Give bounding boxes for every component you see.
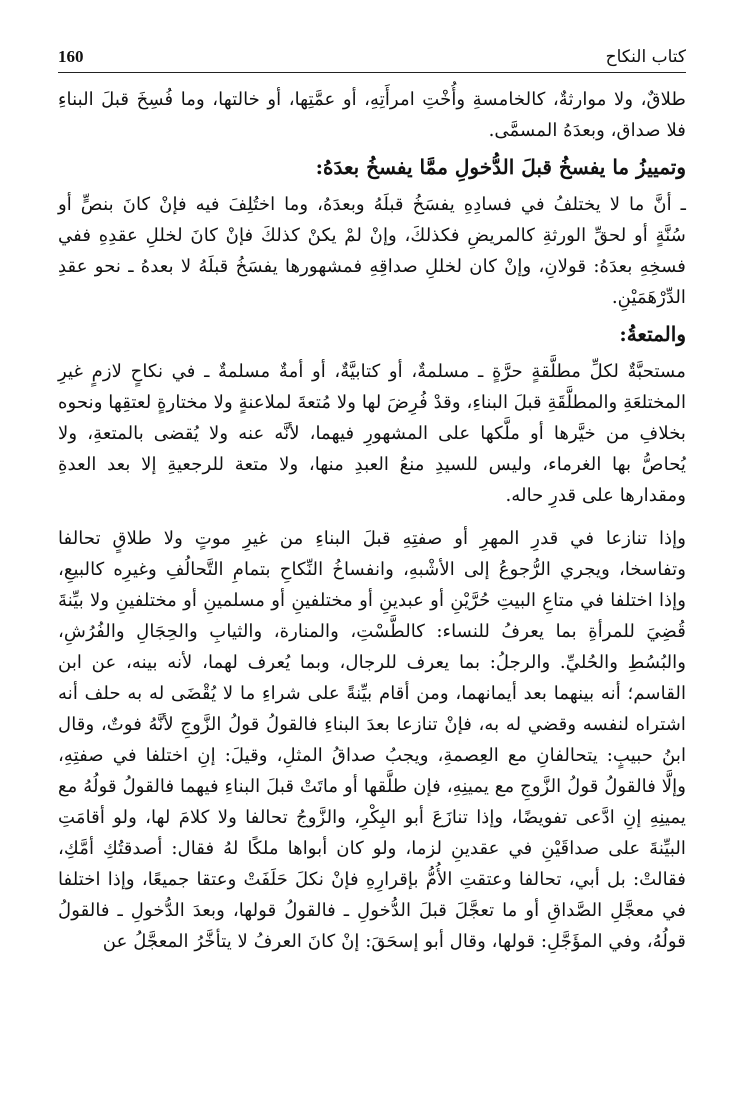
text-line: وإذا اختلفا في متاعِ البيتِ حُرَّيْنِ أو عبدينِ أو مختلفينِ أو مسلمينِ أو مختلفينِ ولا بيِّنةَ — [58, 590, 686, 611]
paragraph — [58, 189, 686, 313]
text-line: ـ أنَّ ما لا يختلفُ في فسادِهِ يفسَخُ قبلَهُ وبعدَهُ، وما اختُلِفَ فيه فإنْ كانَ بنصٍّ أو — [58, 194, 686, 215]
text-line: الدِّرْهَمَيْنِ. — [611, 287, 686, 308]
text-line: وتفاسخا، ويجري الرُّجوعُ إلى الأشْبهِ، وانفساخُ النِّكاحِ بتمامِ التَّحالُفِ وغيرِه كالبيعِ، — [58, 559, 686, 580]
text-line: يُحاصُّ بها الغرماء، وليس للسيدِ منعُ العبدِ منها، ولا متعة للرجعيةِ إلا بعد العدةِ — [58, 454, 686, 475]
paragraph — [58, 356, 686, 511]
text-line: والبُسُطِ والحُليِّ. والرجلُ: بما يعرف للرجال، وبما يُعرف لهما، لأنه بينه، عن ابن — [58, 652, 686, 673]
section-heading: والمتعةُ: — [619, 322, 686, 346]
text-line: قُضِيَ للمرأةِ بما يعرفُ للنساء: كالطَّسْتِ، والمنارة، والثيابِ والحِجَالِ والفُرُشِ، — [58, 621, 686, 642]
text-line: طلاقٌ، ولا موارثةٌ، كالخامسةِ وأُخْتِ امرأَتِهِ، أو عمَّتِها، أو خالتها، وما فُسِخَ قبلَ البناءِ — [58, 89, 686, 110]
text-line: بخلافِ من خيَّرها أو ملَّكها على المشهورِ فيهما، لأنَّه عنه ولا يُقضى بالمتعةِ، ولا — [58, 423, 686, 444]
text-line: اشتراه لنفسه وقضي له به، فإنْ تنازعا بعدَ البناءِ فالقولُ قولُ الزَّوجِ لأنَّهُ فوتٌ، وقال — [58, 714, 686, 735]
text-line: وإذا تنازعا في قدرِ المهرِ أو صفتِهِ قبلَ البناءِ من غيرِ موتٍ ولا طلاقٍ تحالفا — [58, 528, 686, 549]
paragraph — [58, 84, 686, 146]
text-line: ابنُ حبيبٍ: يتحالفانِ مع العِصمةِ، ويجبُ صداقُ المثلِ، وقيلَ: إنِ اختلفا في صفتِهِ، — [58, 745, 686, 766]
running-title: كتاب النكاح — [605, 47, 686, 67]
text-line: مستحبَّةٌ لكلِّ مطلَّقةٍ حرَّةٍ ـ مسلمةٌ، أو كتابيَّةٌ، أو أمةٌ مسلمةٌ ـ في نكاحٍ لازمٍ غيرِ — [58, 361, 686, 382]
text-line: فسخِهِ بعدَهُ: قولانِ، وإنْ كان لخللِ صداقِهِ فمشهورها يفسَخُ قبلَهُ لا بعدهُ ـ نحو عقدِ — [58, 256, 686, 277]
paragraph — [58, 523, 686, 957]
text-line: قولُهُ، وفي المؤَجَّلِ: قولها، وقال أبو إسحَقَ: إنْ كانَ العرفُ لا يتأخَّرُ المعجَّلُ عن — [102, 931, 686, 952]
text-line: المختلعَةِ والمطلَّقَةِ قبلَ البناءِ، وقدْ فُرِضَ لها ولا مُتعةَ لملاعنةٍ ولا مختارةٍ لعتقِها ونحوه — [58, 392, 686, 413]
paragraph-gap — [58, 511, 686, 523]
page-body — [58, 84, 686, 957]
text-line: فلا صداق، وبعدَهُ المسمَّى. — [488, 120, 686, 141]
text-line: البيِّنةَ على صداقَيْنِ في عقدينِ لزما، ولو كان أبواها ملكًا لهُ فقال: أصدقتُكِ أمَّكِ، — [58, 838, 686, 859]
text-line: فقالتْ: بل أبي، تحالفا وعتقتِ الأُمُّ بإقرارِهِ فإنْ نكلَ حَلَفَتْ وعتقا جميعًا، وإذا اختلفا — [58, 869, 686, 890]
section-heading: وتمييزُ ما يفسخُ قبلَ الدُّخولِ ممَّا يفسخُ بعدَهُ: — [315, 155, 686, 179]
page-number: 160 — [58, 47, 84, 66]
text-line: في معجَّلِ الصَّداقِ أو ما تعجَّلَ قبلَ الدُّخولِ ـ فالقولُ قولها، وبعدَ الدُّخولِ ـ فالقولُ — [58, 900, 686, 921]
text-line: القاسم؛ أنه بينهما بعد أيمانهما، ومن أقام بيِّنةً على شراءِ ما لا يُقْضَى له به حلف أنه — [58, 683, 686, 704]
page-header — [58, 40, 686, 73]
text-line: سُنَّةٍ أو لحقِّ الورثةِ كالمريضِ فكذلكَ، وإنْ لمْ يكنْ كذلكَ فإنْ كانَ لخللِ عقدِهِ ففي — [58, 225, 686, 246]
text-line: ومقدارها على قدرِ حاله. — [505, 485, 686, 506]
text-line: وإلَّا فالقولُ قولُ الزَّوجِ مع يمينِهِ، فإن طلَّقها أو ماتَتْ قبلَ البناءِ فيهما فالقولُ قولُهُ مع — [58, 776, 686, 797]
text-line: يمينِهِ إنِ ادَّعى تفويضًا، وإذا تنازَعَ أبو البِكْرِ، والزَّوجُ تحالفا ولا كلامَ لها، ولو أقامَتِ — [58, 807, 686, 828]
